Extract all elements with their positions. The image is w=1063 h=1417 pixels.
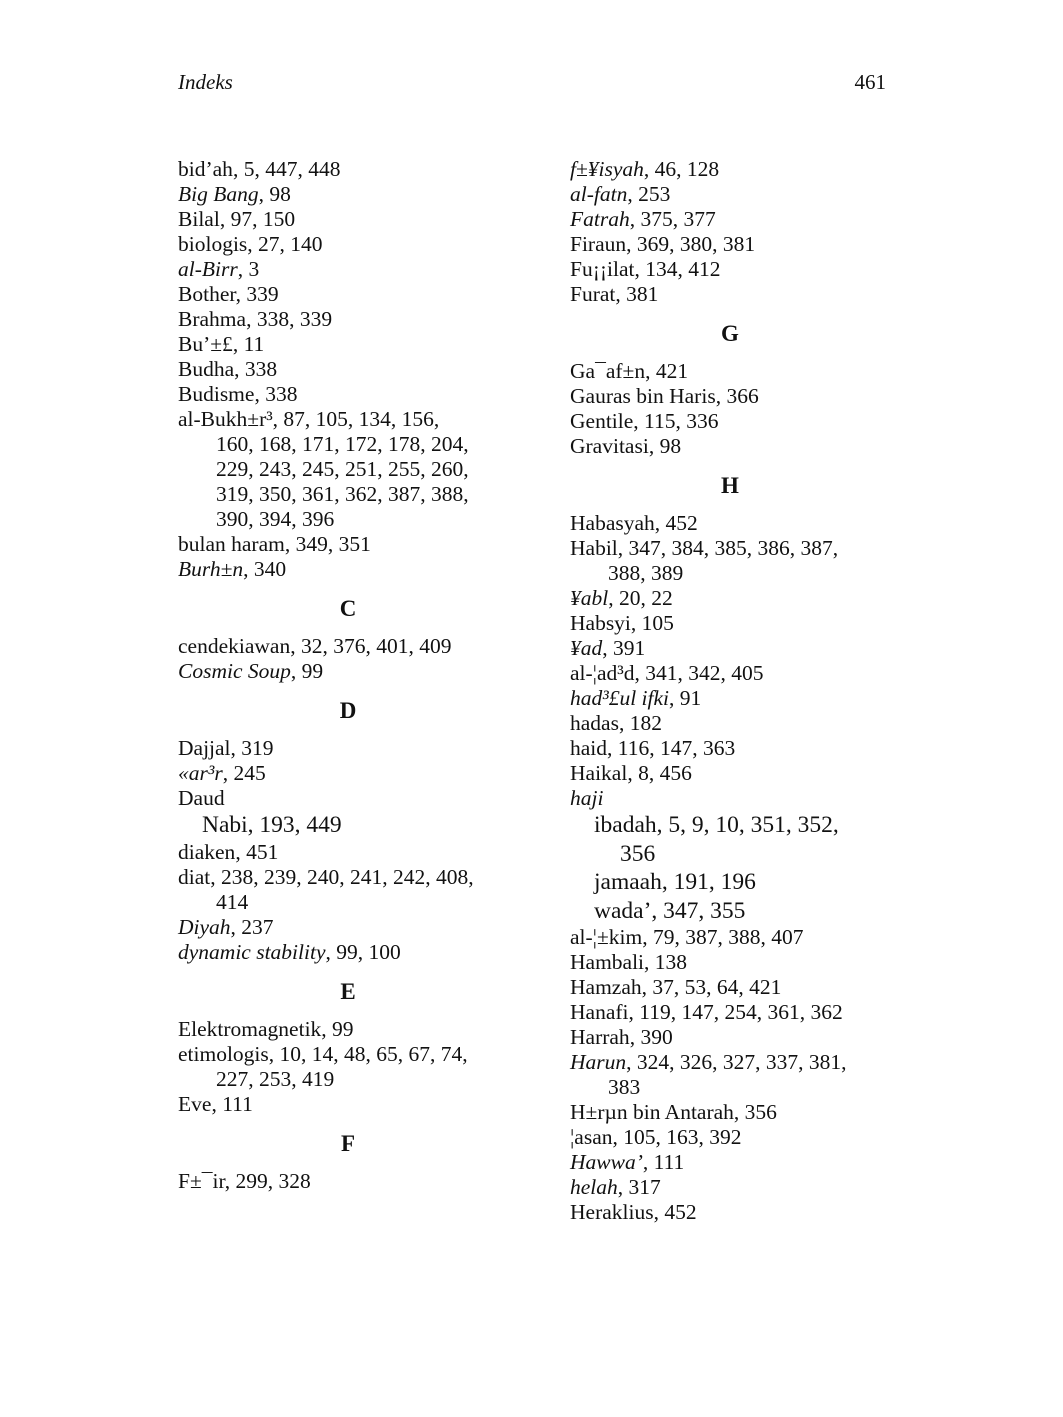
index-refs: , 366 [715, 384, 759, 408]
index-entry [178, 182, 518, 207]
index-refs: , 8, 456 [627, 761, 692, 785]
entry-group-f-cont [570, 157, 890, 307]
section-letter-d: D [339, 698, 357, 723]
index-column-right [570, 157, 890, 1225]
index-refs: , 111 [211, 1091, 253, 1116]
index-entry [178, 1169, 518, 1194]
index-entry [570, 1125, 890, 1150]
index-entry-harun: Harun, 324, 326, 327, 337, 381, 383 [570, 1050, 890, 1100]
index-entry [178, 840, 518, 865]
index-entry [570, 182, 890, 207]
index-entry [570, 1200, 890, 1225]
section-letter-h: H [721, 473, 739, 498]
continuation-line: 319, 350, 361, 362, 387, 388, [216, 482, 469, 506]
index-refs: , 3 [237, 257, 260, 281]
index-subentry-jamaah: jamaah, 191, 196 [594, 869, 756, 895]
continuation-line: 414 [216, 889, 249, 914]
index-refs: , 338, 339 [246, 307, 333, 331]
index-subentry-wada: wada’, 347, 355 [594, 897, 746, 924]
index-term: al-¦±kim [570, 925, 643, 949]
index-entry [178, 207, 518, 232]
index-entry [178, 282, 518, 307]
index-refs: , 111 [642, 1150, 685, 1174]
index-term: ¥abl [570, 586, 609, 610]
index-refs: , 27, 140 [247, 232, 323, 256]
index-entry [570, 257, 890, 282]
index-term: Gentile [570, 409, 634, 433]
index-refs: , 253 [627, 182, 671, 206]
index-term: Hawwa’ [570, 1150, 643, 1174]
index-term: al-Birr [178, 257, 238, 281]
index-refs: , 341, 342, 405 [634, 661, 764, 685]
index-refs: , 237 [230, 914, 274, 939]
index-entry [570, 761, 890, 786]
index-entry [570, 611, 890, 636]
index-refs: , 20, 22 [608, 586, 673, 610]
index-term: Big Bang [178, 182, 259, 206]
entry-group-b-tail [178, 532, 518, 582]
index-refs: , 99, 100 [325, 939, 401, 964]
index-term: helah [570, 1175, 618, 1199]
index-column-left [178, 157, 518, 1194]
index-refs: , 119, 147, 254, 361, 362 [628, 1000, 843, 1024]
entry-group-d3 [178, 915, 518, 965]
index-term: haid [570, 736, 608, 760]
index-refs: , 369, 380, 381 [626, 232, 756, 256]
entry-group-b [178, 157, 518, 407]
index-entry [570, 384, 890, 409]
index-entry [178, 357, 518, 382]
index-term: Fatrah [570, 207, 630, 231]
index-refs: , 134, 412 [634, 257, 721, 281]
index-entry [570, 232, 890, 257]
index-term: f±¥isyah [570, 157, 644, 181]
index-refs: , 105, 163, 392 [612, 1125, 742, 1149]
entry-group-c [178, 634, 518, 684]
continuation-line: 390, 394, 396 [216, 507, 335, 531]
index-entry [178, 257, 518, 282]
section-letter-c: C [339, 596, 357, 621]
index-term: H±rµn bin Antarah [570, 1100, 734, 1124]
index-term: al-fatn [570, 182, 628, 206]
index-entry [178, 761, 518, 786]
index-entry-habil: Habil, 347, 384, 385, 386, 387, 388, 389 [570, 536, 890, 586]
index-term: Gravitasi [570, 434, 649, 458]
index-term: Harrah [570, 1025, 630, 1049]
index-refs: , 340 [243, 557, 287, 581]
index-entry [570, 157, 890, 182]
index-refs: , 339 [235, 282, 279, 306]
index-term: Heraklius [570, 1200, 654, 1224]
continuation-line: 388, 389 [608, 561, 684, 585]
index-refs: , 98 [258, 182, 291, 206]
index-term: Cosmic Soup [178, 659, 291, 683]
index-entry [178, 1017, 518, 1042]
index-refs: , 99 [290, 659, 324, 683]
index-term: Daud [178, 786, 225, 810]
index-entry [570, 786, 890, 811]
index-entry-bukhari: al-Bukh±r³, 87, 105, 134, 156, 160, 168, 171, 172, 178, 204, 229, 243, 245, 251, 255, 260, 319, 350, 361, 362, 387, 388, 390, 394, 396 [178, 407, 518, 532]
index-entry [570, 207, 890, 232]
entry-group-e-tail [178, 1092, 518, 1117]
index-term: Fu¡¡ilat [570, 257, 635, 281]
index-term: had³£ul ifki [570, 686, 670, 710]
index-term: dynamic stability [178, 939, 326, 964]
index-entry [570, 1000, 890, 1025]
index-term: Habsyi [570, 611, 631, 635]
index-term: Haikal [570, 761, 628, 785]
index-refs: , 37, 53, 64, 421 [641, 975, 782, 999]
index-refs: , 182 [618, 711, 662, 735]
section-letter-e: E [340, 978, 356, 1004]
index-term: Firaun [570, 232, 627, 256]
index-subentry-nabi: Nabi, 193, 449 [202, 812, 342, 838]
index-entry [570, 661, 890, 686]
index-refs: , 32, 376, 401, 409 [290, 634, 452, 658]
index-entry [570, 1025, 890, 1050]
index-refs: , 116, 147, 363 [607, 736, 736, 760]
index-refs: , 11 [232, 332, 265, 356]
index-refs: , 317 [617, 1175, 661, 1199]
entry-group-f [178, 1169, 518, 1194]
section-letter-g: G [721, 321, 739, 346]
index-term: bulan haram [178, 532, 285, 556]
index-refs: , 245 [222, 761, 266, 785]
index-term: Bother [178, 282, 236, 306]
index-entry [570, 636, 890, 661]
index-refs: , 451 [235, 839, 279, 864]
index-entry [570, 686, 890, 711]
index-term: Bu’±£ [178, 332, 233, 356]
page-number: 461 [854, 70, 886, 94]
entry-group-d2 [178, 840, 518, 865]
index-term: Burh±n [178, 557, 244, 581]
index-refs: , 338 [254, 382, 298, 406]
index-term: Budisme [178, 382, 255, 406]
index-refs: , 338 [234, 357, 278, 381]
index-entry [178, 557, 518, 582]
index-entry [570, 736, 890, 761]
index-term: hadas [570, 711, 619, 735]
index-entry [178, 736, 518, 761]
index-term: Dajjal [178, 736, 231, 760]
entry-group-d [178, 736, 518, 811]
index-subentry-ibadah: ibadah, 5, 9, 10, 351, 352, 356 [570, 811, 890, 868]
index-term: cendekiawan [178, 634, 291, 658]
index-term: Eve [178, 1091, 212, 1116]
index-refs: , 115, 336 [633, 409, 719, 433]
index-term: «ar³r [178, 761, 223, 785]
index-refs: , 79, 387, 388, 407 [642, 925, 804, 949]
index-refs: , 390 [629, 1025, 673, 1049]
index-term: biologis [178, 232, 248, 256]
index-entry [570, 586, 890, 611]
index-refs: , 452 [653, 1200, 697, 1224]
index-term: ¥ad [570, 636, 603, 660]
section-letter-f: F [340, 1130, 356, 1156]
entry-group-h-tail [570, 1100, 890, 1225]
index-entry-etimologis: etimologis, 10, 14, 48, 65, 67, 74, 227, 253, 419 [178, 1042, 518, 1092]
index-refs: , 299, 328 [224, 1168, 311, 1193]
index-term: Brahma [178, 307, 247, 331]
index-entry [570, 1150, 890, 1175]
index-term: Elektromagnetik [178, 1016, 322, 1041]
index-refs: , 5, 447, 448 [232, 157, 341, 181]
index-entry [570, 711, 890, 736]
index-entry [178, 332, 518, 357]
index-refs: , 349, 351 [284, 532, 371, 556]
index-entry [178, 232, 518, 257]
index-entry [570, 1100, 890, 1125]
index-refs: , 99 [321, 1016, 354, 1041]
index-refs: , 138 [644, 950, 688, 974]
index-term: haji [570, 786, 604, 810]
index-refs: , 91 [669, 686, 702, 710]
index-refs: , 375, 377 [629, 207, 716, 231]
index-term: Hanafi [570, 1000, 629, 1024]
index-term: Habasyah [570, 511, 655, 535]
index-refs: , 452 [654, 511, 698, 535]
index-entry [178, 1092, 518, 1117]
continuation-line: 227, 253, 419 [216, 1066, 335, 1091]
running-head-title: Indeks [178, 70, 233, 94]
index-entry [178, 915, 518, 940]
index-refs: , 46, 128 [643, 157, 720, 181]
index-term: Gauras bin Haris [570, 384, 716, 408]
index-term: Diyah [178, 914, 231, 939]
index-entry [178, 659, 518, 684]
entry-group-e [178, 1017, 518, 1042]
index-term: Ga¯af±n [570, 359, 646, 383]
index-entry [570, 950, 890, 975]
index-entry [570, 434, 890, 459]
index-entry [178, 786, 518, 811]
index-term: bid’ah [178, 157, 233, 181]
continuation-line: 229, 243, 245, 251, 255, 260, [216, 457, 469, 481]
entry-group-h3 [570, 925, 890, 1050]
index-entry [178, 382, 518, 407]
entry-group-g [570, 359, 890, 459]
index-term: diaken [178, 839, 236, 864]
index-entry [570, 511, 890, 536]
index-entry [178, 532, 518, 557]
index-entry [178, 307, 518, 332]
index-entry-diat: diat, 238, 239, 240, 241, 242, 408, 414 [178, 865, 518, 915]
index-refs: , 381 [615, 282, 659, 306]
index-entry [178, 634, 518, 659]
index-entry [570, 1175, 890, 1200]
continuation-line: 383 [608, 1075, 641, 1099]
index-term: Budha [178, 357, 235, 381]
index-refs: , 105 [630, 611, 674, 635]
running-head [178, 70, 886, 100]
entry-group-h2 [570, 586, 890, 811]
index-term: Hamzah [570, 975, 642, 999]
index-refs: , 319 [230, 736, 274, 760]
index-entry [178, 157, 518, 182]
index-entry [570, 282, 890, 307]
index-refs: , 391 [602, 636, 646, 660]
index-entry [178, 940, 518, 965]
index-term: Bilal [178, 207, 220, 231]
index-term: Furat [570, 282, 616, 306]
index-entry [570, 409, 890, 434]
index-term: ¦asan [570, 1125, 613, 1149]
continuation-line: 356 [620, 840, 656, 867]
index-term: al-¦ad³d [570, 661, 635, 685]
index-refs: , 421 [645, 359, 689, 383]
index-entry [570, 925, 890, 950]
index-entry [570, 359, 890, 384]
index-refs: , 356 [733, 1100, 777, 1124]
index-term: F±¯ir [178, 1168, 225, 1193]
index-term: Hambali [570, 950, 645, 974]
entry-group-h [570, 511, 890, 536]
continuation-line: 160, 168, 171, 172, 178, 204, [216, 432, 469, 456]
index-refs: , 98 [648, 434, 682, 458]
index-refs: , 97, 150 [219, 207, 296, 231]
index-entry [570, 975, 890, 1000]
